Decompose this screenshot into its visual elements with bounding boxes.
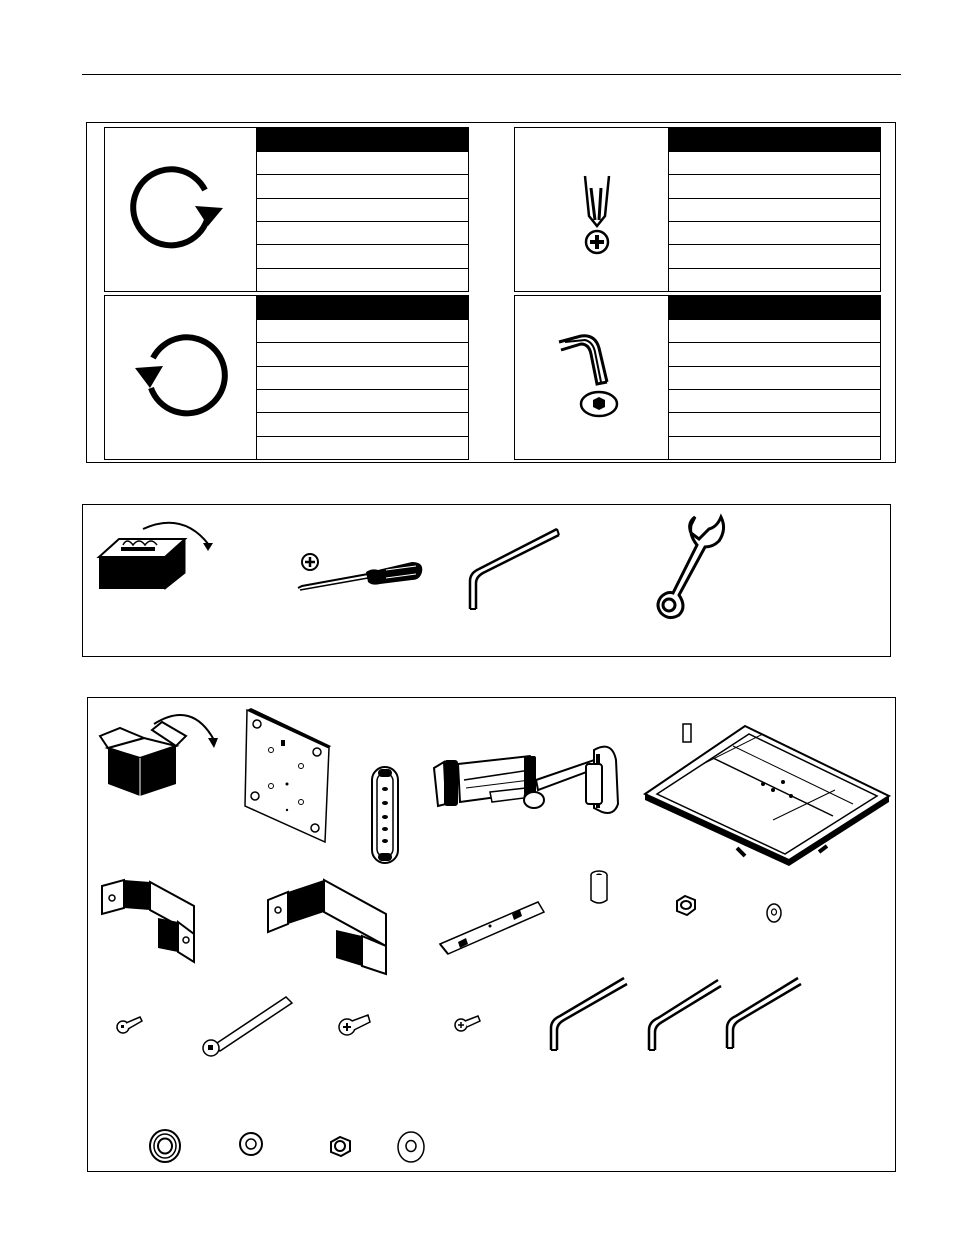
hex-key-large	[546, 976, 631, 1054]
counterclockwise-rotation-icon	[105, 296, 257, 459]
torque-table	[668, 128, 880, 291]
hex-key-medium	[644, 978, 724, 1054]
table-row	[669, 198, 880, 221]
table-header	[257, 296, 468, 319]
table-row	[257, 221, 468, 244]
box-icon	[96, 706, 221, 796]
flat-washer-medium	[238, 1130, 266, 1158]
hex-key-icon	[463, 525, 563, 615]
header-rule	[82, 74, 901, 75]
table-row	[257, 151, 468, 174]
spring-strip	[438, 898, 548, 958]
hex-key-icon	[515, 296, 667, 459]
table-row	[669, 174, 880, 197]
nut	[673, 893, 699, 919]
toolbox-icon	[93, 515, 218, 595]
bracket-small	[98, 878, 203, 970]
phillips-screw-large	[338, 1010, 374, 1038]
parts-panel	[87, 697, 896, 1172]
torque-table	[668, 296, 880, 459]
button-screw	[116, 1013, 144, 1035]
table-row	[257, 436, 468, 459]
hex-key-small	[722, 976, 804, 1052]
table-row	[669, 221, 880, 244]
phillips-screwdriver-icon	[515, 128, 667, 291]
bracket-large	[266, 878, 391, 978]
table-row	[257, 366, 468, 389]
table-row	[669, 436, 880, 459]
wall-plate	[368, 763, 404, 869]
table-header	[669, 296, 880, 319]
legend-card-clockwise	[104, 127, 469, 292]
spacer	[588, 870, 610, 906]
clockwise-rotation-icon	[105, 128, 257, 291]
phillips-screw-small	[454, 1012, 482, 1034]
vesa-plate	[243, 706, 333, 846]
table-row	[669, 244, 880, 267]
flat-washer-large	[148, 1128, 184, 1164]
articulating-arm	[430, 740, 620, 822]
table-row	[669, 366, 880, 389]
table-row	[257, 342, 468, 365]
table-row	[669, 389, 880, 412]
table-row	[257, 244, 468, 267]
tools-panel	[82, 504, 891, 657]
washer-small	[764, 902, 784, 924]
table-row	[257, 319, 468, 342]
legend-card-counterclockwise	[104, 295, 469, 460]
phillips-screwdriver-icon	[288, 550, 428, 600]
table-header	[257, 128, 468, 151]
table-row	[257, 412, 468, 435]
table-row	[257, 268, 468, 291]
flat-washer-thin	[396, 1130, 428, 1164]
legend-panel	[86, 122, 896, 463]
table-row	[257, 198, 468, 221]
table-header	[669, 128, 880, 151]
table-row	[257, 389, 468, 412]
table-row	[669, 151, 880, 174]
long-bolt	[200, 993, 295, 1059]
tray-adapter	[643, 720, 893, 865]
table-row	[669, 319, 880, 342]
table-row	[669, 412, 880, 435]
table-row	[669, 268, 880, 291]
legend-card-hex-key	[514, 295, 881, 460]
table-row	[257, 174, 468, 197]
legend-card-phillips	[514, 127, 881, 292]
wrench-icon	[651, 509, 731, 625]
torque-table	[256, 296, 468, 459]
hex-nut	[328, 1134, 354, 1160]
torque-table	[256, 128, 468, 291]
table-row	[669, 342, 880, 365]
